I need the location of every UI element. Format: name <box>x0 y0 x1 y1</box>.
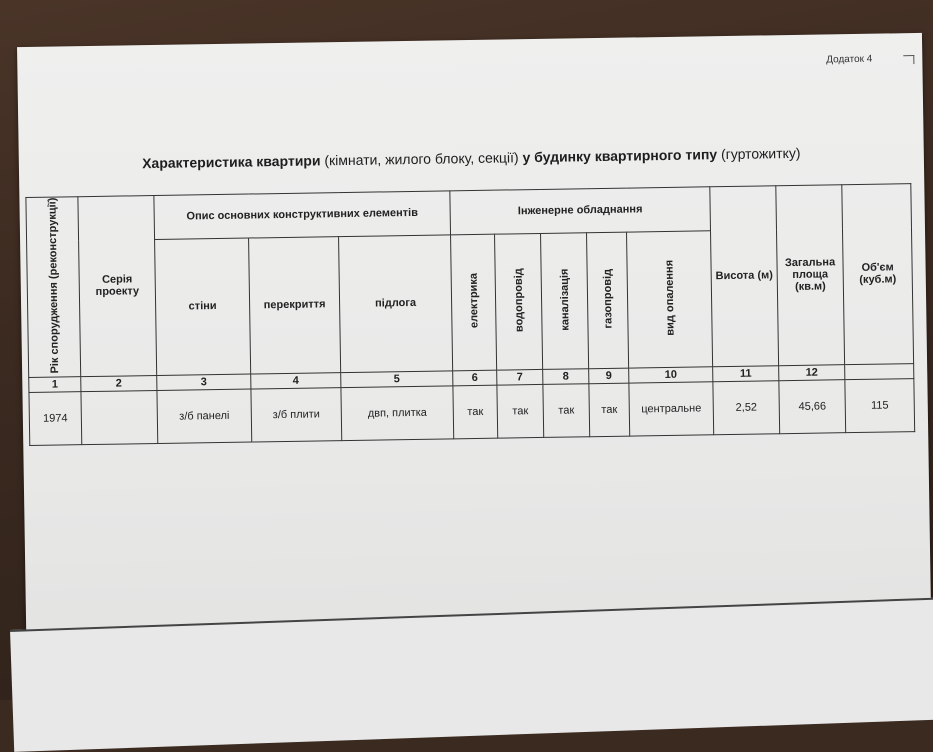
title-part-1: Характеристика квартири <box>141 152 321 172</box>
col-number: 8 <box>543 369 589 385</box>
characteristics-table-wrapper <box>25 183 914 446</box>
cell-gas: так <box>589 383 630 437</box>
header-construct-group: Опис основних конструктивних елементів <box>154 191 451 239</box>
col-number: 12 <box>779 365 845 381</box>
header-series: Серія проекту <box>78 196 157 377</box>
cell-floors-ceil: з/б плити <box>251 387 342 441</box>
header-floors-ceil: перекриття <box>249 236 341 374</box>
header-heating: вид опалення <box>627 230 713 368</box>
title-part-2: (кімнати, жилого блоку, секції) <box>320 149 523 169</box>
header-engineering-group: Інженерне обладнання <box>450 187 711 235</box>
header-water: водопровід <box>495 233 543 370</box>
col-number-empty <box>845 363 914 379</box>
cell-walls: з/б панелі <box>157 389 252 443</box>
cell-sewer: так <box>543 384 590 438</box>
cell-water: так <box>497 384 544 438</box>
corner-mark <box>903 55 914 64</box>
header-sewer: каналізація <box>541 232 589 369</box>
title-part-4: (гуртожитку) <box>716 144 801 163</box>
title-part-3: у будинку квартирного типу <box>522 146 718 166</box>
header-floor: підлога <box>339 234 453 372</box>
header-area: Загальна площа (кв.м) <box>776 185 845 366</box>
header-year: Рік спорудження (реконструкції) <box>26 197 81 378</box>
appendix-label: Додаток 4 <box>826 53 873 66</box>
cell-year: 1974 <box>29 392 82 446</box>
header-volume: Об'єм (куб.м) <box>842 184 914 365</box>
header-walls: стіни <box>155 238 251 376</box>
cell-height: 2,52 <box>713 381 780 435</box>
col-number: 5 <box>341 371 453 388</box>
cell-heating: центральне <box>629 382 714 436</box>
col-number: 10 <box>629 367 713 383</box>
header-electric: електрика <box>451 234 497 371</box>
header-height: Висота (м) <box>710 186 779 367</box>
cell-area: 45,66 <box>779 380 846 434</box>
document-page <box>17 33 932 687</box>
header-gas: газопровід <box>587 232 629 369</box>
col-number: 11 <box>713 366 779 382</box>
cell-electric: так <box>453 385 498 439</box>
col-number: 7 <box>497 369 543 385</box>
col-number: 4 <box>251 372 341 388</box>
col-number: 9 <box>589 368 629 384</box>
characteristics-table <box>25 183 915 446</box>
col-number: 2 <box>81 375 157 391</box>
col-number: 3 <box>157 374 251 390</box>
cell-volume: 115 <box>845 378 915 432</box>
cell-floor: двп, плитка <box>341 386 454 441</box>
col-number: 1 <box>29 377 81 393</box>
cell-series <box>81 390 158 444</box>
col-number: 6 <box>453 370 497 386</box>
document-title <box>19 143 924 173</box>
